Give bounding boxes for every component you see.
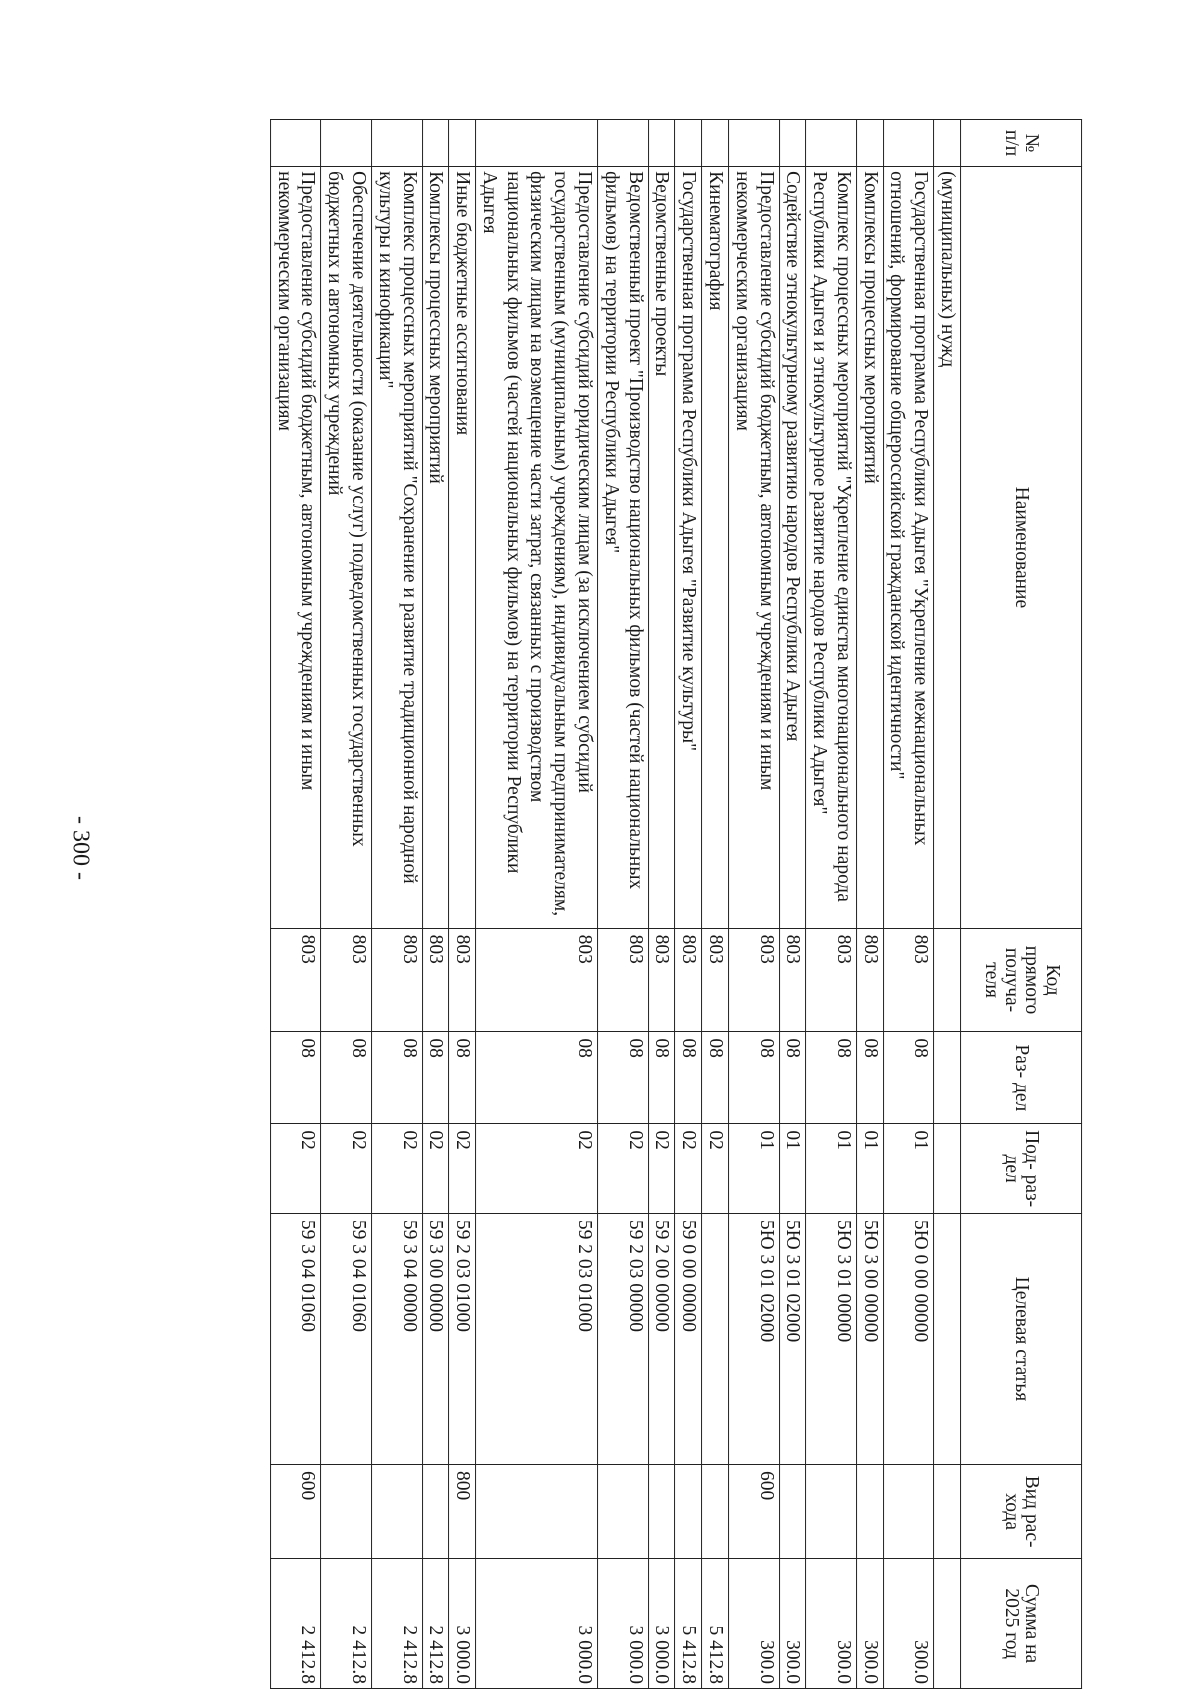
header-num: № п/п bbox=[961, 120, 1082, 167]
cell-kod: 803 bbox=[806, 928, 857, 1032]
cell-name: Комплекс процессных мероприятий "Сохранение и развитие традиционной народной культуры и кинофикации" bbox=[372, 167, 423, 929]
cell-num bbox=[476, 120, 598, 167]
cell-razdel: 08 bbox=[856, 1032, 883, 1124]
cell-name: Иные бюджетные ассигнования bbox=[449, 167, 476, 929]
cell-kod: 803 bbox=[648, 928, 675, 1032]
cell-kod: 803 bbox=[598, 928, 649, 1032]
table-row bbox=[476, 120, 598, 1689]
cell-name: Содействие этнокультурному развитию народов Республики Адыгея bbox=[779, 167, 806, 929]
cell-vid: 600 bbox=[270, 1464, 321, 1558]
cell-podrazdel: 02 bbox=[675, 1124, 702, 1214]
cell-celevaya: 59 2 03 01000 bbox=[449, 1213, 476, 1464]
table-row bbox=[934, 120, 961, 1689]
cell-summa: 2 412.8 bbox=[372, 1559, 423, 1689]
cell-podrazdel: 01 bbox=[729, 1124, 780, 1214]
cell-vid bbox=[883, 1464, 934, 1558]
cell-celevaya: 5Ю 3 01 02000 bbox=[729, 1213, 780, 1464]
cell-num bbox=[675, 120, 702, 167]
cell-num bbox=[934, 120, 961, 167]
cell-summa: 2 412.8 bbox=[422, 1559, 449, 1689]
cell-summa: 2 412.8 bbox=[321, 1559, 372, 1689]
cell-vid bbox=[934, 1464, 961, 1558]
cell-name: Ведомственный проект "Производство национальных фильмов (частей национальных фильмов) на территории Республики Адыгея" bbox=[598, 167, 649, 929]
cell-kod: 803 bbox=[856, 928, 883, 1032]
cell-kod: 803 bbox=[449, 928, 476, 1032]
header-razdel: Раз- дел bbox=[961, 1032, 1082, 1124]
cell-kod: 803 bbox=[702, 928, 729, 1032]
cell-name: Предоставление субсидий юридическим лицам (за исключением субсидий государственным (муниципальным) учреждениям), индивидуальным предпринимателям, физическим лицам на возмещение части затрат, связанных с производством национальных фильмов (частей национальных фильмов) на территории Республики Адыгея bbox=[476, 167, 598, 929]
cell-kod: 803 bbox=[883, 928, 934, 1032]
table-row bbox=[270, 120, 321, 1689]
cell-kod: 803 bbox=[729, 928, 780, 1032]
cell-num bbox=[270, 120, 321, 167]
cell-kod: 803 bbox=[422, 928, 449, 1032]
cell-vid bbox=[779, 1464, 806, 1558]
cell-name: Кинематография bbox=[702, 167, 729, 929]
cell-num bbox=[806, 120, 857, 167]
header-celevaya: Целевая статья bbox=[961, 1213, 1082, 1464]
cell-kod bbox=[934, 928, 961, 1032]
cell-num bbox=[883, 120, 934, 167]
cell-podrazdel: 01 bbox=[806, 1124, 857, 1214]
cell-summa: 3 000.0 bbox=[449, 1559, 476, 1689]
cell-razdel: 08 bbox=[598, 1032, 649, 1124]
cell-celevaya: 59 3 00 00000 bbox=[422, 1213, 449, 1464]
cell-razdel: 08 bbox=[321, 1032, 372, 1124]
cell-razdel: 08 bbox=[729, 1032, 780, 1124]
cell-vid bbox=[702, 1464, 729, 1558]
cell-podrazdel: 02 bbox=[476, 1124, 598, 1214]
table-row bbox=[598, 120, 649, 1689]
cell-celevaya: 5Ю 3 01 02000 bbox=[779, 1213, 806, 1464]
budget-table bbox=[270, 119, 1082, 1689]
cell-vid bbox=[675, 1464, 702, 1558]
cell-podrazdel: 02 bbox=[598, 1124, 649, 1214]
cell-razdel: 08 bbox=[675, 1032, 702, 1124]
cell-podrazdel: 02 bbox=[702, 1124, 729, 1214]
cell-vid bbox=[422, 1464, 449, 1558]
cell-razdel: 08 bbox=[702, 1032, 729, 1124]
cell-vid: 800 bbox=[449, 1464, 476, 1558]
cell-vid bbox=[806, 1464, 857, 1558]
table-row bbox=[702, 120, 729, 1689]
table-row bbox=[321, 120, 372, 1689]
cell-num bbox=[779, 120, 806, 167]
cell-summa: 5 412.8 bbox=[675, 1559, 702, 1689]
cell-razdel: 08 bbox=[270, 1032, 321, 1124]
cell-celevaya: 59 2 00 00000 bbox=[648, 1213, 675, 1464]
cell-num bbox=[321, 120, 372, 167]
cell-name: Предоставление субсидий бюджетным, автономным учреждениям и иным некоммерческим организациям bbox=[729, 167, 780, 929]
header-kod: Код прямого получа- теля bbox=[961, 928, 1082, 1032]
table-row bbox=[856, 120, 883, 1689]
table-row bbox=[883, 120, 934, 1689]
header-vid: Вид рас- хода bbox=[961, 1464, 1082, 1558]
cell-summa: 300.0 bbox=[806, 1559, 857, 1689]
header-row bbox=[961, 120, 1082, 1689]
cell-podrazdel bbox=[934, 1124, 961, 1214]
table-body bbox=[270, 120, 960, 1689]
cell-celevaya: 59 3 04 01060 bbox=[270, 1213, 321, 1464]
cell-razdel: 08 bbox=[806, 1032, 857, 1124]
cell-name: (муниципальных) нужд bbox=[934, 167, 961, 929]
cell-name: Комплексы процессных мероприятий bbox=[422, 167, 449, 929]
cell-podrazdel: 01 bbox=[856, 1124, 883, 1214]
cell-name: Комплекс процессных мероприятий "Укрепление единства многонационального народа Республики Адыгея и этнокультурное развитие народов Республики Адыгея" bbox=[806, 167, 857, 929]
header-name: Наименование bbox=[961, 167, 1082, 929]
cell-num bbox=[372, 120, 423, 167]
cell-podrazdel: 02 bbox=[321, 1124, 372, 1214]
cell-razdel: 08 bbox=[648, 1032, 675, 1124]
table-row bbox=[675, 120, 702, 1689]
cell-vid bbox=[856, 1464, 883, 1558]
budget-table-wrapper bbox=[270, 119, 1082, 1689]
table-row bbox=[372, 120, 423, 1689]
cell-podrazdel: 01 bbox=[779, 1124, 806, 1214]
cell-summa: 2 412.8 bbox=[270, 1559, 321, 1689]
cell-kod: 803 bbox=[779, 928, 806, 1032]
cell-name: Государственная программа Республики Адыгея "Развитие культуры" bbox=[675, 167, 702, 929]
cell-celevaya: 5Ю 3 00 00000 bbox=[856, 1213, 883, 1464]
cell-summa: 3 000.0 bbox=[476, 1559, 598, 1689]
cell-name: Ведомственные проекты bbox=[648, 167, 675, 929]
cell-podrazdel: 02 bbox=[422, 1124, 449, 1214]
cell-summa: 3 000.0 bbox=[648, 1559, 675, 1689]
cell-summa: 300.0 bbox=[779, 1559, 806, 1689]
table-row bbox=[422, 120, 449, 1689]
cell-vid bbox=[648, 1464, 675, 1558]
cell-celevaya: 59 3 04 01060 bbox=[321, 1213, 372, 1464]
cell-summa: 3 000.0 bbox=[598, 1559, 649, 1689]
cell-summa: 5 412.8 bbox=[702, 1559, 729, 1689]
cell-summa: 300.0 bbox=[729, 1559, 780, 1689]
cell-vid bbox=[372, 1464, 423, 1558]
table-header bbox=[961, 120, 1082, 1689]
cell-name: Государственная программа Республики Адыгея "Укрепление межнациональных отношений, формирование общероссийской гражданской идентичности" bbox=[883, 167, 934, 929]
cell-podrazdel: 02 bbox=[270, 1124, 321, 1214]
cell-vid: 600 bbox=[729, 1464, 780, 1558]
cell-razdel bbox=[934, 1032, 961, 1124]
cell-celevaya: 59 2 03 01000 bbox=[476, 1213, 598, 1464]
cell-num bbox=[449, 120, 476, 167]
cell-kod: 803 bbox=[372, 928, 423, 1032]
cell-celevaya: 5Ю 3 01 00000 bbox=[806, 1213, 857, 1464]
header-podrazdel: Под- раз- дел bbox=[961, 1124, 1082, 1214]
cell-razdel: 08 bbox=[449, 1032, 476, 1124]
table-row bbox=[779, 120, 806, 1689]
cell-name: Предоставление субсидий бюджетным, автономным учреждениям и иным некоммерческим организациям bbox=[270, 167, 321, 929]
cell-podrazdel: 01 bbox=[883, 1124, 934, 1214]
cell-razdel: 08 bbox=[372, 1032, 423, 1124]
header-summa: Сумма на 2025 год bbox=[961, 1559, 1082, 1689]
table-row bbox=[806, 120, 857, 1689]
cell-num bbox=[422, 120, 449, 167]
table-row bbox=[729, 120, 780, 1689]
cell-celevaya: 5Ю 0 00 00000 bbox=[883, 1213, 934, 1464]
cell-num bbox=[598, 120, 649, 167]
cell-razdel: 08 bbox=[883, 1032, 934, 1124]
cell-celevaya: 59 3 04 00000 bbox=[372, 1213, 423, 1464]
table-row bbox=[449, 120, 476, 1689]
cell-summa: 300.0 bbox=[883, 1559, 934, 1689]
cell-kod: 803 bbox=[476, 928, 598, 1032]
table-row bbox=[648, 120, 675, 1689]
page-number: - 300 - bbox=[67, 816, 94, 880]
cell-name: Обеспечение деятельности (оказание услуг) подведомственных государственных бюджетных и автономных учреждений bbox=[321, 167, 372, 929]
cell-celevaya: 59 0 00 00000 bbox=[675, 1213, 702, 1464]
cell-summa: 300.0 bbox=[856, 1559, 883, 1689]
cell-num bbox=[702, 120, 729, 167]
cell-vid bbox=[321, 1464, 372, 1558]
cell-celevaya: 59 2 03 00000 bbox=[598, 1213, 649, 1464]
cell-kod: 803 bbox=[321, 928, 372, 1032]
cell-kod: 803 bbox=[270, 928, 321, 1032]
cell-podrazdel: 02 bbox=[372, 1124, 423, 1214]
cell-num bbox=[729, 120, 780, 167]
cell-podrazdel: 02 bbox=[648, 1124, 675, 1214]
cell-summa bbox=[934, 1559, 961, 1689]
cell-num bbox=[648, 120, 675, 167]
cell-vid bbox=[598, 1464, 649, 1558]
cell-celevaya bbox=[934, 1213, 961, 1464]
cell-celevaya bbox=[702, 1213, 729, 1464]
cell-podrazdel: 02 bbox=[449, 1124, 476, 1214]
cell-razdel: 08 bbox=[476, 1032, 598, 1124]
cell-name: Комплексы процессных мероприятий bbox=[856, 167, 883, 929]
cell-razdel: 08 bbox=[779, 1032, 806, 1124]
cell-razdel: 08 bbox=[422, 1032, 449, 1124]
cell-num bbox=[856, 120, 883, 167]
cell-vid bbox=[476, 1464, 598, 1558]
cell-kod: 803 bbox=[675, 928, 702, 1032]
